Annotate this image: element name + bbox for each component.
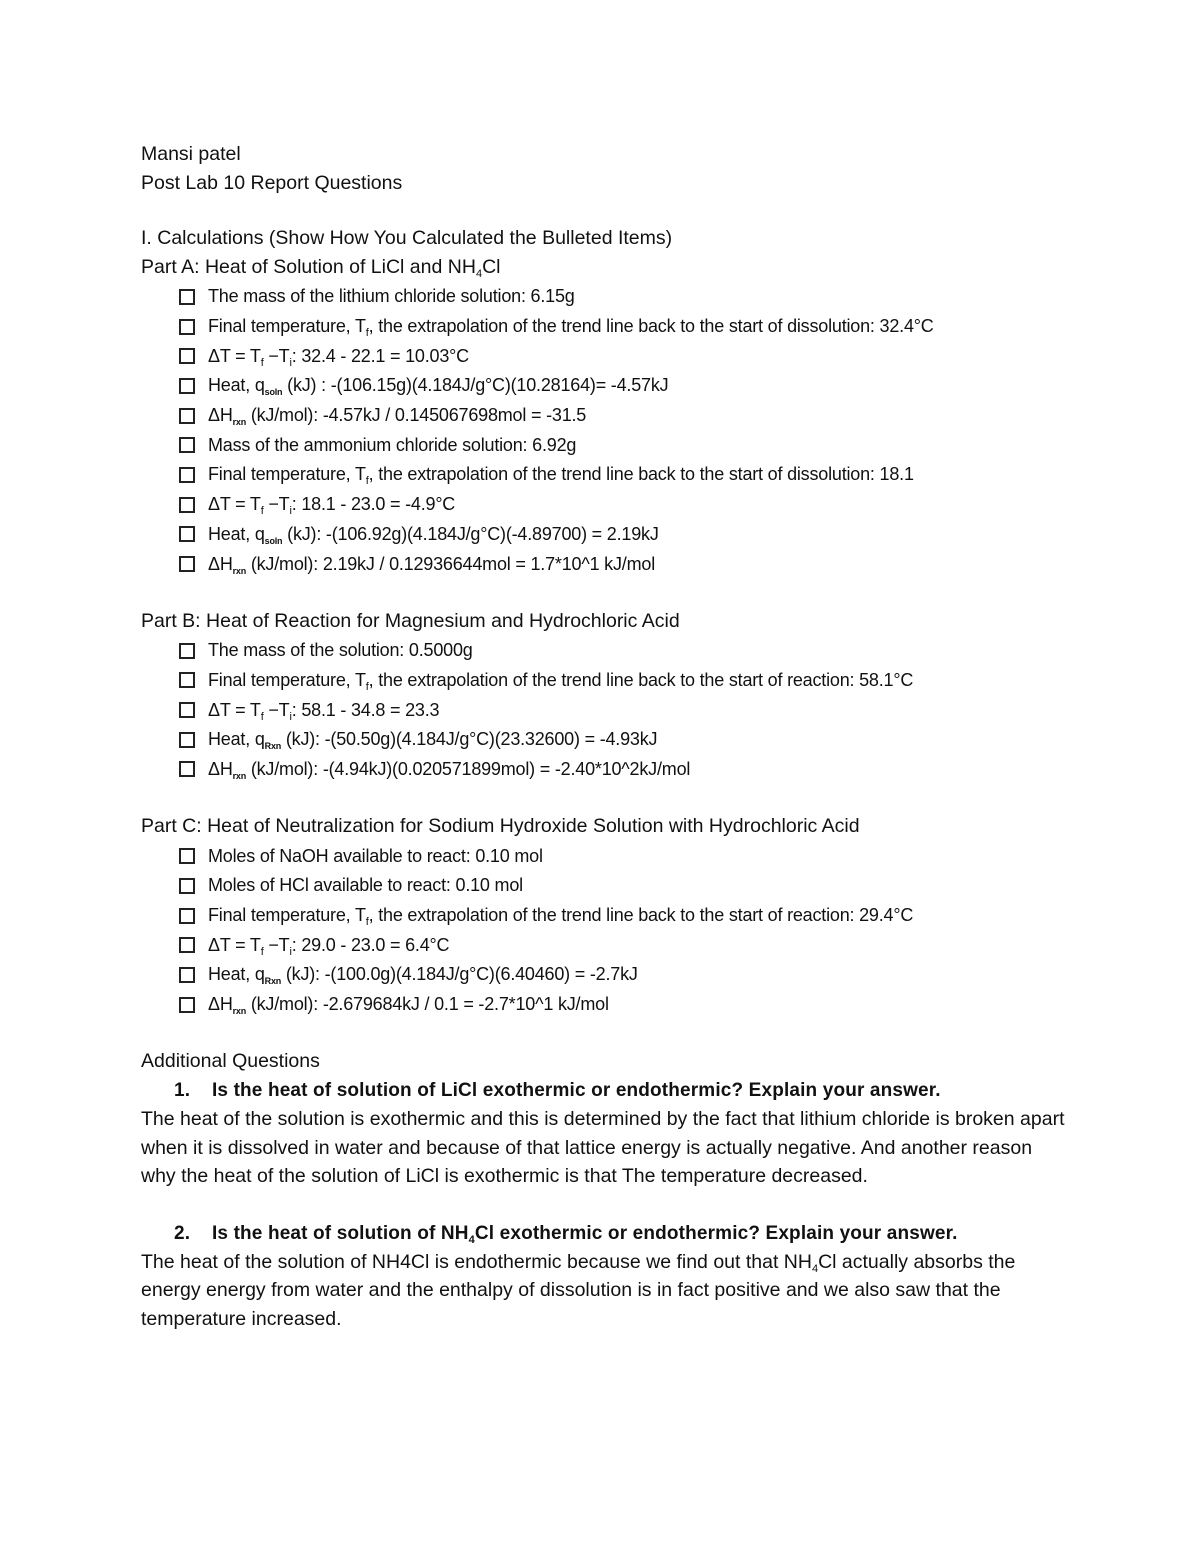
checklist-item — [141, 401, 1071, 431]
checklist-item-text: Moles of HCl available to react: 0.10 mol — [208, 875, 523, 896]
checklist-item-text: Final temperature, $T_f$, the extrapolation of the trend line back to the start of reaction: 58.1°C — [208, 669, 914, 693]
checklist-item-text: The mass of the lithium chloride solution: 6.15g — [208, 286, 575, 307]
calculations-heading: I. Calculations (Show How You Calculated the Bulleted Items) — [141, 227, 673, 249]
checklist-item — [141, 371, 1071, 401]
checklist-item-text: $\Delta T = T_f -T_i$: 18.1 - 23.0 = -4.9°C — [208, 494, 456, 518]
checklist-item-text: $\Delta T = T_f -T_i$: 32.4 - 22.1 = 10.03°C — [208, 345, 469, 369]
author-name: Mansi patel — [141, 143, 241, 165]
checkbox-icon — [179, 467, 195, 483]
checklist-item — [141, 341, 1071, 371]
checkbox-icon — [179, 408, 195, 424]
part-a-list — [141, 282, 1071, 579]
checklist-item-text: $\Delta T = T_f -T_i$: 29.0 - 23.0 = 6.4°C — [208, 934, 450, 958]
checkbox-icon — [179, 732, 195, 748]
checklist-item-text: $\Delta H_{rxn}$ (kJ/mol): -2.679684kJ / 0.1 = -2.7*10^1 kJ/mol — [208, 994, 609, 1017]
checkbox-icon — [179, 878, 195, 894]
question-2: 2. Is the heat of solution of $NH_4Cl$ exothermic or endothermic? Explain your answer. — [174, 1222, 958, 1246]
checklist-item-text: $\Delta T = T_f -T_i$: 58.1 - 34.8 = 23.3 — [208, 699, 440, 723]
checklist-item-text: Moles of NaOH available to react: 0.10 mol — [208, 845, 543, 866]
checklist-item — [141, 695, 1071, 725]
checklist-item — [141, 549, 1071, 579]
document-content — [141, 140, 1071, 1333]
checklist-item — [141, 841, 1071, 871]
checkbox-icon — [179, 348, 195, 364]
checklist-item — [141, 725, 1071, 755]
checklist-item — [141, 960, 1071, 990]
checklist-item — [141, 755, 1071, 785]
checkbox-icon — [179, 378, 195, 394]
checklist-item-text: $\Delta H_{rxn}$ (kJ/mol): 2.19kJ / 0.12936644mol = 1.7*10^1 kJ/mol — [208, 553, 655, 576]
checkbox-icon — [179, 526, 195, 542]
checkbox-icon — [179, 497, 195, 513]
checkbox-icon — [179, 937, 195, 953]
checkbox-icon — [179, 702, 195, 718]
checklist-item — [141, 490, 1071, 520]
checklist-item — [141, 990, 1071, 1020]
checklist-item — [141, 930, 1071, 960]
checklist-item — [141, 666, 1071, 696]
checklist-item-text: Final temperature, $T_f$, the extrapolation of the trend line back to the start of dissolution: 32.4°C — [208, 316, 934, 340]
document-title: Post Lab 10 Report Questions — [141, 172, 403, 194]
part-b-list — [141, 636, 1071, 784]
checklist-item-text: $\Delta H_{rxn}$ (kJ/mol): -4.57kJ / 0.145067698mol = -31.5 — [208, 405, 587, 428]
checklist-item-text: Heat, $q_{Rxn}$ (kJ): -(100.0g)(4.184J/g°C)(6.40460) = -2.7kJ — [208, 964, 638, 987]
checklist-item-text: $\Delta H_{rxn}$ (kJ/mol): -(4.94kJ)(0.020571899mol) = -2.40*10^2kJ/mol — [208, 758, 691, 781]
checklist-item — [141, 520, 1071, 550]
checkbox-icon — [179, 848, 195, 864]
answer-1: The heat of the solution is exothermic and this is determined by the fact that lithium chloride is broken apart when it is dissolved in water and because of that lattice energy is actually negative. And another reason why the heat of the solution of LiCl is exothermic is that The temperature decreased. — [141, 1108, 1065, 1188]
checklist-item — [141, 636, 1071, 666]
additional-questions-heading: Additional Questions — [141, 1050, 320, 1073]
checklist-item-text: Final temperature, $T_f$, the extrapolation of the trend line back to the start of dissolution: 18.1 — [208, 464, 914, 488]
checkbox-icon — [179, 643, 195, 659]
checkbox-icon — [179, 556, 195, 572]
checklist-item — [141, 282, 1071, 312]
part-c-heading: Part C: Heat of Neutralization for Sodium Hydroxide Solution with Hydrochloric Acid — [141, 815, 860, 838]
checkbox-icon — [179, 908, 195, 924]
checklist-item — [141, 901, 1071, 931]
checklist-item — [141, 871, 1071, 901]
checkbox-icon — [179, 967, 195, 983]
checkbox-icon — [179, 672, 195, 688]
checklist-item-text: The mass of the solution: 0.5000g — [208, 640, 473, 661]
checkbox-icon — [179, 319, 195, 335]
checkbox-icon — [179, 437, 195, 453]
checkbox-icon — [179, 289, 195, 305]
checklist-item-text: Heat, $q_{Rxn}$ (kJ): -(50.50g)(4.184J/g°C)(23.32600) = -4.93kJ — [208, 729, 658, 752]
part-a-heading: Part A: Heat of Solution of LiCl and $NH_4Cl$ — [141, 256, 501, 280]
checklist-item — [141, 430, 1071, 460]
checklist-item-text: Final temperature, $T_f$, the extrapolation of the trend line back to the start of reaction: 29.4°C — [208, 905, 914, 929]
checklist-item-text: Heat, $q_{soln}$ (kJ): -(106.92g)(4.184J/g°C)(-4.89700) = 2.19kJ — [208, 523, 659, 546]
answer-2: The heat of the solution of NH4Cl is endothermic because we find out that $NH_4Cl$ actually absorbs the energy energy from water and the enthalpy of dissolution is in fact positive and we also saw that the temperature increased. — [141, 1250, 1016, 1330]
checklist-item — [141, 312, 1071, 342]
checkbox-icon — [179, 761, 195, 777]
checklist-item — [141, 460, 1071, 490]
part-c-list — [141, 841, 1071, 1019]
question-1: 1. Is the heat of solution of LiCl exothermic or endothermic? Explain your answer. — [174, 1080, 941, 1102]
part-b-heading: Part B: Heat of Reaction for Magnesium and Hydrochloric Acid — [141, 609, 680, 632]
checklist-item-text: Mass of the ammonium chloride solution: 6.92g — [208, 434, 577, 455]
checkbox-icon — [179, 997, 195, 1013]
checklist-item-text: Heat, $q_{soln}$ (kJ) : -(106.15g)(4.184J/g°C)(10.28164)= -4.57kJ — [208, 375, 669, 398]
